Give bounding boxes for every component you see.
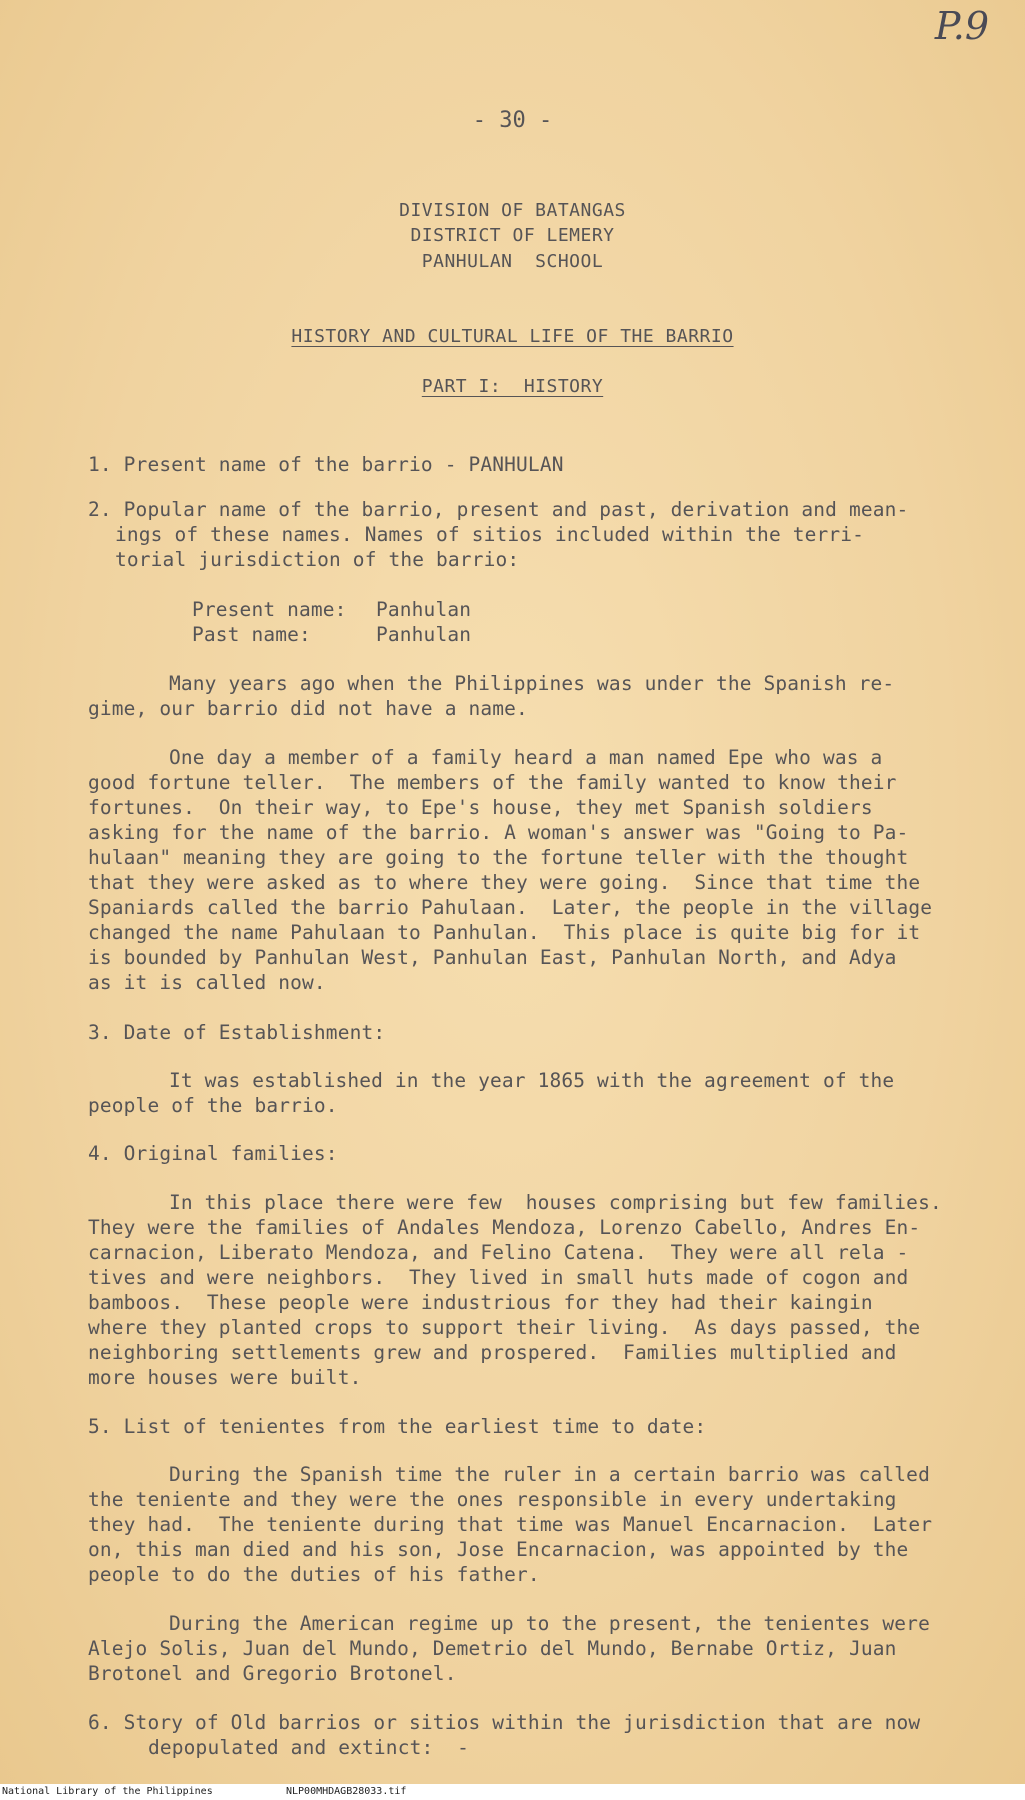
item-4-original-families: 4. Original families: <box>88 1142 338 1165</box>
part-heading: PART I: HISTORY <box>421 376 604 397</box>
para-2-line-2: good fortune teller. The members of the family wanted to know their <box>88 771 897 794</box>
past-name-label: Past name: <box>192 623 311 646</box>
para-1-line-1: Many years ago when the Philippines was under the Spanish re- <box>169 672 895 695</box>
item-5-tenientes: 5. List of tenientes from the earliest time to date: <box>88 1415 707 1438</box>
para-5-line-5: people to do the duties of his father. <box>88 1563 540 1586</box>
para-2-line-9: is bounded by Panhulan West, Panhulan East, Panhulan North, and Adya <box>88 946 897 969</box>
item-2-line-1: 2. Popular name of the barrio, present and past, derivation and mean- <box>88 498 909 521</box>
para-2-line-10: as it is called now. <box>88 971 326 994</box>
item-6-line-2: depopulated and extinct: - <box>148 1736 470 1759</box>
para-4-line-8: more houses were built. <box>88 1366 362 1389</box>
header-school: PANHULAN SCHOOL <box>421 251 604 272</box>
para-2-line-7: Spaniards called the barrio Pahulaan. Later, the people in the village <box>88 896 933 919</box>
para-2-line-1: One day a member of a family heard a man named Epe who was a <box>169 746 883 769</box>
item-2-line-2: ings of these names. Names of sitios included within the terri- <box>115 523 865 546</box>
page-number: - 30 - <box>472 108 553 133</box>
past-name-value: Panhulan <box>376 623 472 646</box>
para-2-line-3: fortunes. On their way, to Epe's house, they met Spanish soldiers <box>88 796 873 819</box>
page-annotation: P.9 <box>934 4 989 48</box>
present-name-label: Present name: <box>192 598 347 621</box>
scan-footer <box>0 1784 1025 1800</box>
para-2-line-8: changed the name Pahulaan to Panhulan. This place is quite big for it <box>88 921 921 944</box>
para-4-line-3: carnacion, Liberato Mendoza, and Felino Catena. They were all rela - <box>88 1241 909 1264</box>
para-1-line-2: gime, our barrio did not have a name. <box>88 697 528 720</box>
para-4-line-4: tives and were neighbors. They lived in small huts made of cogon and <box>88 1266 909 1289</box>
header-division: DIVISION OF BATANGAS <box>399 200 626 221</box>
header-district: DISTRICT OF LEMERY <box>410 225 615 246</box>
item-1-present-name: 1. Present name of the barrio - PANHULAN <box>88 453 564 476</box>
item-3-date-of-establishment: 3. Date of Establishment: <box>88 1021 386 1044</box>
footer-library: National Library of the Philippines <box>2 1786 213 1797</box>
item-2-line-3: torial jurisdiction of the barrio: <box>115 548 520 571</box>
para-5-line-2: the teniente and they were the ones responsible in every undertaking <box>88 1488 897 1511</box>
para-3-line-1: It was established in the year 1865 with the agreement of the <box>169 1069 895 1092</box>
present-name-value: Panhulan <box>376 598 472 621</box>
para-6-line-1: During the American regime up to the present, the tenientes were <box>169 1612 930 1635</box>
footer-filename: NLP00MHDAGB28033.tif <box>286 1786 407 1797</box>
para-4-line-6: where they planted crops to support their living. As days passed, the <box>88 1316 921 1339</box>
para-4-line-1: In this place there were few houses comprising but few families. <box>169 1191 942 1214</box>
para-5-line-4: on, this man died and his son, Jose Encarnacion, was appointed by the <box>88 1538 909 1561</box>
document-title: HISTORY AND CULTURAL LIFE OF THE BARRIO <box>291 326 734 347</box>
para-6-line-3: Brotonel and Gregorio Brotonel. <box>88 1662 457 1685</box>
para-2-line-4: asking for the name of the barrio. A woman's answer was "Going to Pa- <box>88 821 909 844</box>
para-5-line-1: During the Spanish time the ruler in a certain barrio was called <box>169 1463 930 1486</box>
para-4-line-2: They were the families of Andales Mendoza, Lorenzo Cabello, Andres En- <box>88 1216 921 1239</box>
para-2-line-5: hulaan" meaning they are going to the fortune teller with the thought <box>88 846 909 869</box>
para-4-line-7: neighboring settlements grew and prospered. Families multiplied and <box>88 1341 897 1364</box>
para-5-line-3: they had. The teniente during that time was Manuel Encarnacion. Later <box>88 1513 933 1536</box>
para-2-line-6: that they were asked as to where they were going. Since that time the <box>88 871 921 894</box>
para-3-line-2: people of the barrio. <box>88 1094 338 1117</box>
para-4-line-5: bamboos. These people were industrious for they had their kaingin <box>88 1291 873 1314</box>
item-6-line-1: 6. Story of Old barrios or sitios within the jurisdiction that are now <box>88 1711 921 1734</box>
para-6-line-2: Alejo Solis, Juan del Mundo, Demetrio del Mundo, Bernabe Ortiz, Juan <box>88 1637 897 1660</box>
